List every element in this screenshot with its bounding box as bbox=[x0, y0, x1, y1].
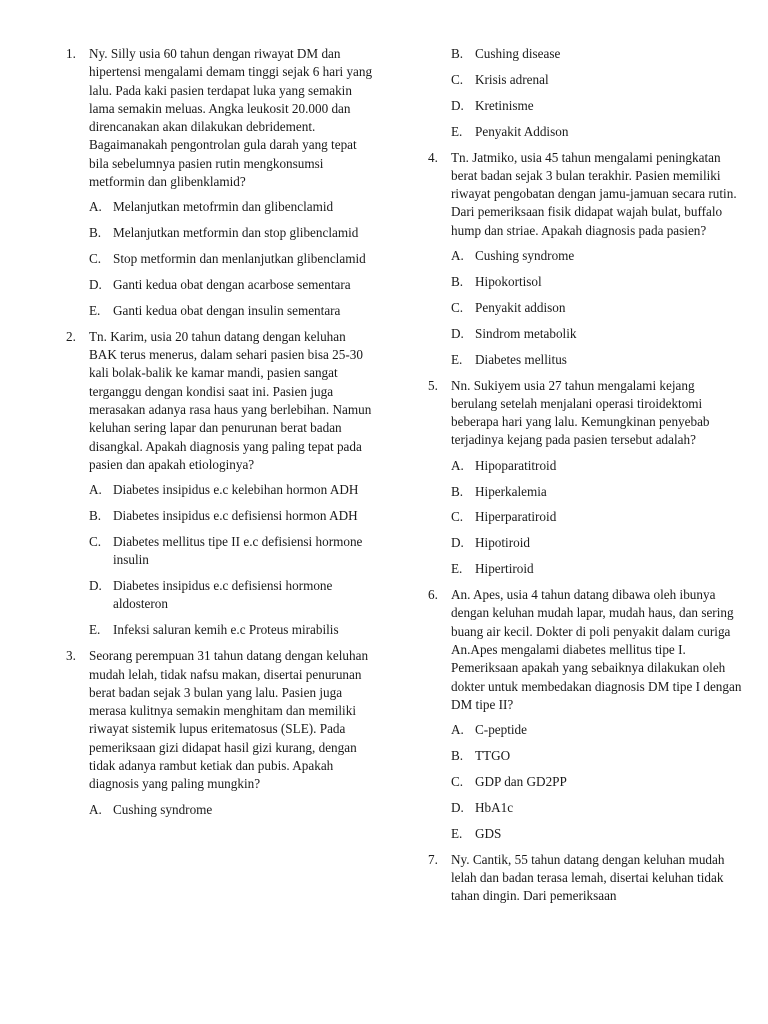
question-text: Nn. Sukiyem usia 27 tahun mengalami kejang berulang setelah menjalani operasi tiroidektomi beberapa hari yang lalu. Kemungkinan penyebab terjadinya kejang pada pasien tersebut adalah? bbox=[451, 377, 710, 448]
option-a bbox=[451, 721, 742, 739]
option-c bbox=[89, 250, 374, 268]
option-text: Hipoparatitroid bbox=[475, 457, 557, 473]
option-text: Infeksi saluran kemih e.c Proteus mirabilis bbox=[113, 622, 339, 638]
question-6 bbox=[424, 586, 742, 843]
option-text: C-peptide bbox=[475, 722, 528, 738]
option-b bbox=[89, 224, 374, 242]
option-letter: A. bbox=[451, 722, 464, 738]
question-text: Seorang perempuan 31 tahun datang dengan keluhan mudah lelah, tidak nafsu makan, disertai penurunan berat badan sejak 3 bulan yang lalu. Pasien juga merasa kulitnya semakin menghitam dan memiliki riwayat sistemik lupus eritematosus (SLE). Pada pemeriksaan gizi didapat hasil gizi kurang, dengan tidak adanya rambut ketiak dan pubis. Apakah diagnosis yang paling mungkin? bbox=[89, 648, 369, 792]
option-c bbox=[451, 773, 742, 791]
option-letter: C. bbox=[451, 71, 464, 87]
option-b bbox=[451, 273, 742, 291]
option-text: Ganti kedua obat dengan insulin sementara bbox=[113, 302, 341, 318]
option-d bbox=[451, 97, 742, 115]
option-text: Ganti kedua obat dengan acarbose sementara bbox=[113, 277, 351, 293]
option-list bbox=[451, 457, 742, 579]
question-text: Tn. Jatmiko, usia 45 tahun mengalami peningkatan berat badan sejak 3 bulan terakhir. Pasien memiliki riwayat pengobatan dengan jamu-jamuan secara rutin. Dari pemeriksaan fisik didapat wajah bulat, buffalo hump dan striae. Apakah diagnosis pada pasien? bbox=[451, 149, 737, 238]
option-text: Kretinisme bbox=[475, 97, 534, 113]
option-text: GDP dan GD2PP bbox=[475, 774, 567, 789]
question-4 bbox=[424, 149, 742, 369]
option-letter: B. bbox=[451, 46, 464, 61]
option-list bbox=[451, 247, 742, 369]
question-1 bbox=[62, 45, 374, 320]
option-text: GDS bbox=[475, 825, 502, 841]
option-b bbox=[451, 483, 742, 501]
option-letter: D. bbox=[451, 97, 464, 113]
question-3-continued-options bbox=[424, 45, 742, 141]
question-number: 2. bbox=[66, 328, 76, 344]
option-text: Krisis adrenal bbox=[475, 71, 549, 87]
option-text: Stop metformin dan menlanjutkan glibenclamid bbox=[113, 251, 366, 267]
option-text: TTGO bbox=[475, 748, 511, 764]
option-c bbox=[89, 533, 374, 570]
option-letter: D. bbox=[451, 535, 464, 551]
option-list bbox=[89, 801, 374, 819]
option-letter: A. bbox=[89, 199, 102, 215]
option-a bbox=[451, 247, 742, 265]
option-text: Cushing disease bbox=[475, 46, 561, 61]
option-letter: B. bbox=[451, 273, 464, 289]
question-number: 7. bbox=[428, 851, 438, 867]
option-d bbox=[89, 276, 374, 294]
option-list bbox=[89, 198, 374, 320]
option-text: Hipotiroid bbox=[475, 535, 530, 551]
option-text: Hiperkalemia bbox=[475, 483, 547, 499]
option-a bbox=[89, 198, 374, 216]
option-c bbox=[451, 508, 742, 526]
option-e bbox=[451, 123, 742, 141]
option-text: Diabetes insipidus e.c defisiensi hormon ADH bbox=[113, 508, 358, 524]
option-b bbox=[451, 747, 742, 765]
question-number: 6. bbox=[428, 587, 438, 603]
option-e bbox=[89, 621, 374, 639]
option-text: Cushing syndrome bbox=[113, 801, 213, 817]
option-d bbox=[89, 577, 374, 614]
option-letter: B. bbox=[451, 483, 464, 499]
option-letter: A. bbox=[451, 248, 464, 264]
option-list bbox=[89, 481, 374, 639]
option-letter: D. bbox=[451, 799, 464, 815]
option-e bbox=[451, 825, 742, 843]
option-text: Melanjutkan metofrmin dan glibenclamid bbox=[113, 199, 334, 215]
option-letter: C. bbox=[89, 251, 102, 267]
option-text: Hipokortisol bbox=[475, 273, 542, 289]
option-letter: D. bbox=[451, 325, 464, 341]
option-letter: C. bbox=[451, 774, 464, 789]
option-text: Cushing syndrome bbox=[475, 248, 575, 264]
question-2 bbox=[62, 328, 374, 640]
option-text: Penyakit addison bbox=[475, 299, 566, 315]
option-text: Hipertiroid bbox=[475, 561, 534, 577]
option-letter: B. bbox=[451, 748, 464, 764]
option-letter: A. bbox=[451, 457, 464, 473]
question-text: Ny. Silly usia 60 tahun dengan riwayat DM dan hipertensi mengalami demam tinggi sejak 6 hari yang lalu. Pada kaki pasien terdapat luka yang semakin lama semakin meluas. Angka leukosit 20.000 dan direncanakan akan dilakukan debridement. Bagaimanakah pengontrolan gula darah yang tepat bila sebelumnya pasien rutin mengkonsumsi metformin dan glibenklamid? bbox=[89, 46, 373, 190]
option-text: Melanjutkan metformin dan stop glibenclamid bbox=[113, 225, 359, 241]
option-list bbox=[451, 721, 742, 843]
question-number: 5. bbox=[428, 377, 438, 393]
option-text: Hiperparatiroid bbox=[475, 509, 557, 525]
option-a bbox=[89, 801, 374, 819]
option-a bbox=[89, 481, 374, 499]
question-text: An. Apes, usia 4 tahun datang dibawa oleh ibunya dengan keluhan mudah lapar, mudah haus, dan sering buang air kecil. Dokter di poli penyakit dalam curiga An.Apes mengalami diabetes mellitus tipe I. Pemeriksaan apakah yang sebaiknya dilakukan oleh dokter untuk membedakan diagnosis DM tipe I dengan DM tipe II? bbox=[451, 587, 742, 712]
option-letter: D. bbox=[89, 578, 102, 594]
question-3 bbox=[62, 647, 374, 819]
option-e bbox=[89, 302, 374, 320]
option-letter: B. bbox=[89, 225, 102, 241]
option-letter: E. bbox=[451, 123, 463, 139]
option-d bbox=[451, 325, 742, 343]
option-c bbox=[451, 299, 742, 317]
question-7 bbox=[424, 851, 742, 906]
option-text: Diabetes insipidus e.c defisiensi hormone aldosteron bbox=[113, 578, 333, 612]
option-e bbox=[451, 351, 742, 369]
option-letter: C. bbox=[451, 299, 464, 315]
left-column bbox=[62, 45, 374, 827]
option-a bbox=[451, 457, 742, 475]
option-letter: C. bbox=[451, 509, 464, 525]
right-column bbox=[424, 45, 742, 912]
option-text: Sindrom metabolik bbox=[475, 325, 577, 341]
question-text: Tn. Karim, usia 20 tahun datang dengan keluhan BAK terus menerus, dalam sehari pasien bisa 25-30 kali bolak-balik ke kamar mandi, pasien sangat terganggu dengan kondisi saat ini. Pasien juga merasakan adanya rasa haus yang berlebihan. Namun keluhan sering lapar dan penurunan berat badan disangkal. Apakah diagnosis yang paling tepat pada pasien dan apakah etiologinya? bbox=[89, 328, 372, 472]
option-letter: B. bbox=[89, 508, 102, 524]
option-letter: E. bbox=[451, 561, 463, 577]
option-letter: D. bbox=[89, 277, 102, 293]
option-text: Diabetes mellitus bbox=[475, 351, 567, 367]
option-d bbox=[451, 534, 742, 552]
option-b bbox=[451, 45, 742, 63]
question-number: 4. bbox=[428, 149, 438, 165]
question-5 bbox=[424, 377, 742, 579]
question-text: Ny. Cantik, 55 tahun datang dengan keluhan mudah lelah dan badan terasa lemah, disertai keluhan tidak tahan dingin. Dari pemeriksaan bbox=[451, 851, 725, 904]
option-letter: A. bbox=[89, 482, 102, 498]
option-b bbox=[89, 507, 374, 525]
option-d bbox=[451, 799, 742, 817]
option-letter: A. bbox=[89, 801, 102, 817]
option-text: Diabetes insipidus e.c kelebihan hormon ADH bbox=[113, 482, 359, 498]
option-letter: E. bbox=[451, 351, 463, 367]
option-text: Penyakit Addison bbox=[475, 123, 569, 139]
option-text: Diabetes mellitus tipe II e.c defisiensi hormone insulin bbox=[113, 533, 363, 568]
option-letter: C. bbox=[89, 533, 102, 549]
option-c bbox=[451, 71, 742, 89]
question-number: 1. bbox=[66, 46, 76, 61]
option-text: HbA1c bbox=[475, 799, 514, 815]
question-number: 3. bbox=[66, 648, 76, 664]
option-letter: E. bbox=[89, 302, 101, 318]
option-letter: E. bbox=[451, 825, 463, 841]
option-letter: E. bbox=[89, 622, 101, 638]
option-e bbox=[451, 560, 742, 578]
